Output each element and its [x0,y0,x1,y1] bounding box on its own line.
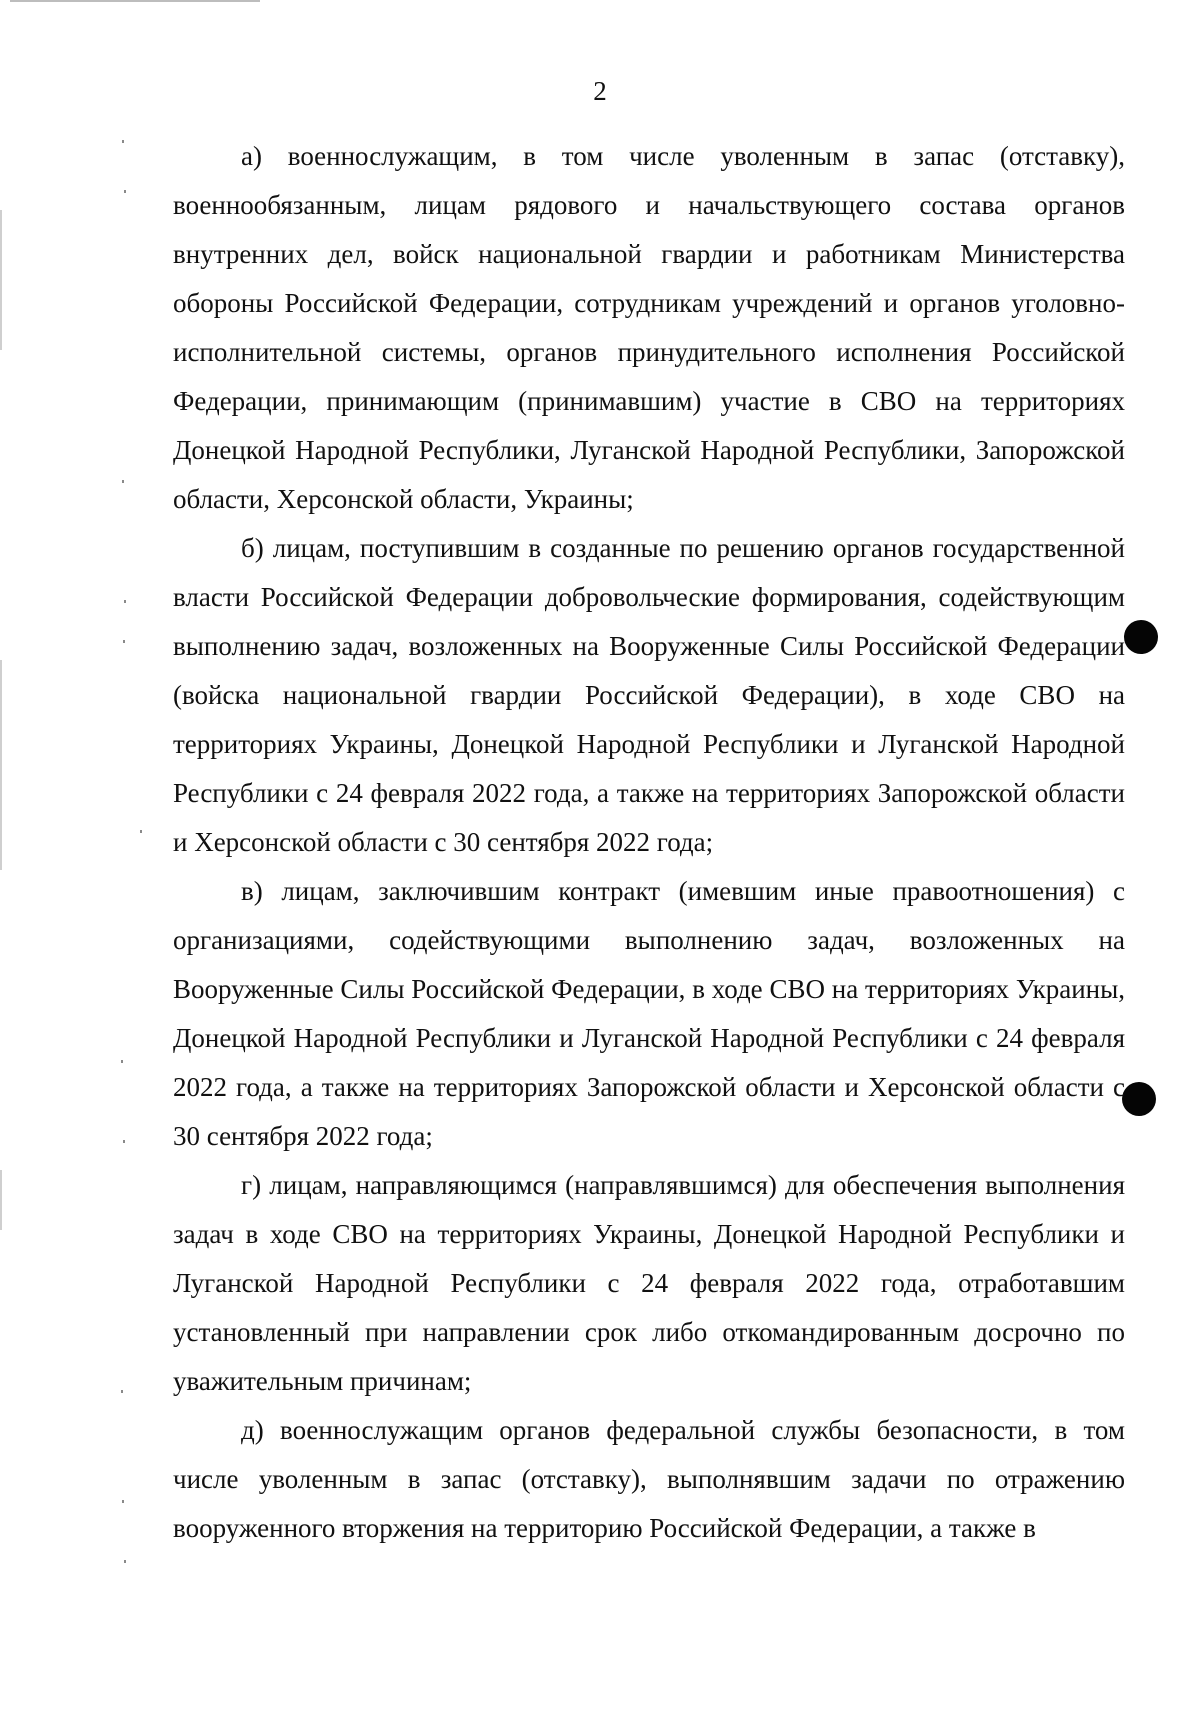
scan-speck [124,1560,126,1563]
scan-speck [123,640,125,643]
binding-edge-mark [0,210,2,350]
paragraph-g: г) лицам, направляющимся (направлявшимся) для обеспечения выполнения задач в ходе СВО на территориях Украины, Донецкой Народной Республики и Луганской Народной Республики с 24 февраля 2022 года, отработавшим установленный при направлении срок либо откомандированным досрочно по уважительным причинам; [173,1170,1125,1396]
punch-hole-mark [1124,620,1158,654]
paragraph-d: д) военнослужащим органов федеральной службы безопасности, в том числе уволенным в запас (отставку), выполнявшим задачи по отражению вооруженного вторжения на территорию Российской Федерации, а также в [173,1415,1125,1543]
scan-speck [122,140,124,143]
binding-edge-mark [0,660,2,870]
scan-speck [140,830,142,833]
paragraph-b: б) лицам, поступившим в созданные по решению органов государственной власти Российской Федерации добровольческие формирования, содействующим выполнению задач, возложенных на Вооруженные Силы Российской Федерации (войска национальной гвардии Российской Федерации), в ходе СВО на территориях Украины, Донецкой Народной Республики и Луганской Народной Республики с 24 февраля 2022 года, а также на территориях Запорожской области и Херсонской области с 30 сентября 2022 года; [173,533,1125,857]
punch-hole-mark [1122,1082,1156,1116]
document-body [173,132,1125,1553]
paragraph-a: а) военнослужащим, в том числе уволенным в запас (отставку), военнообязанным, лицам рядового и начальствующего состава органов внутренних дел, войск национальной гвардии и работникам Министерства обороны Российской Федерации, сотрудникам учреждений и органов уголовно-исполнительной системы, органов принудительного исполнения Российской Федерации, принимающим (принимавшим) участие в СВО на территориях Донецкой Народной Республики, Луганской Народной Республики, Запорожской области, Херсонской области, Украины; [173,141,1125,514]
scan-speck [121,1390,123,1393]
scan-speck [122,1500,124,1503]
page-number: 2 [593,76,607,106]
binding-edge-mark [0,1170,2,1230]
scan-speck [124,600,126,603]
scan-speck [123,1140,125,1143]
scan-artifact-top [10,0,260,2]
scan-speck [121,1060,123,1063]
scan-speck [124,190,126,193]
paragraph-v: в) лицам, заключившим контракт (имевшим иные правоотношения) с организациями, содействующими выполнению задач, возложенных на Вооруженные Силы Российской Федерации, в ходе СВО на территориях Украины, Донецкой Народной Республики и Луганской Народной Республики с 24 февраля 2022 года, а также на территориях Запорожской области и Херсонской области с 30 сентября 2022 года; [173,876,1125,1151]
scan-speck [122,480,124,483]
